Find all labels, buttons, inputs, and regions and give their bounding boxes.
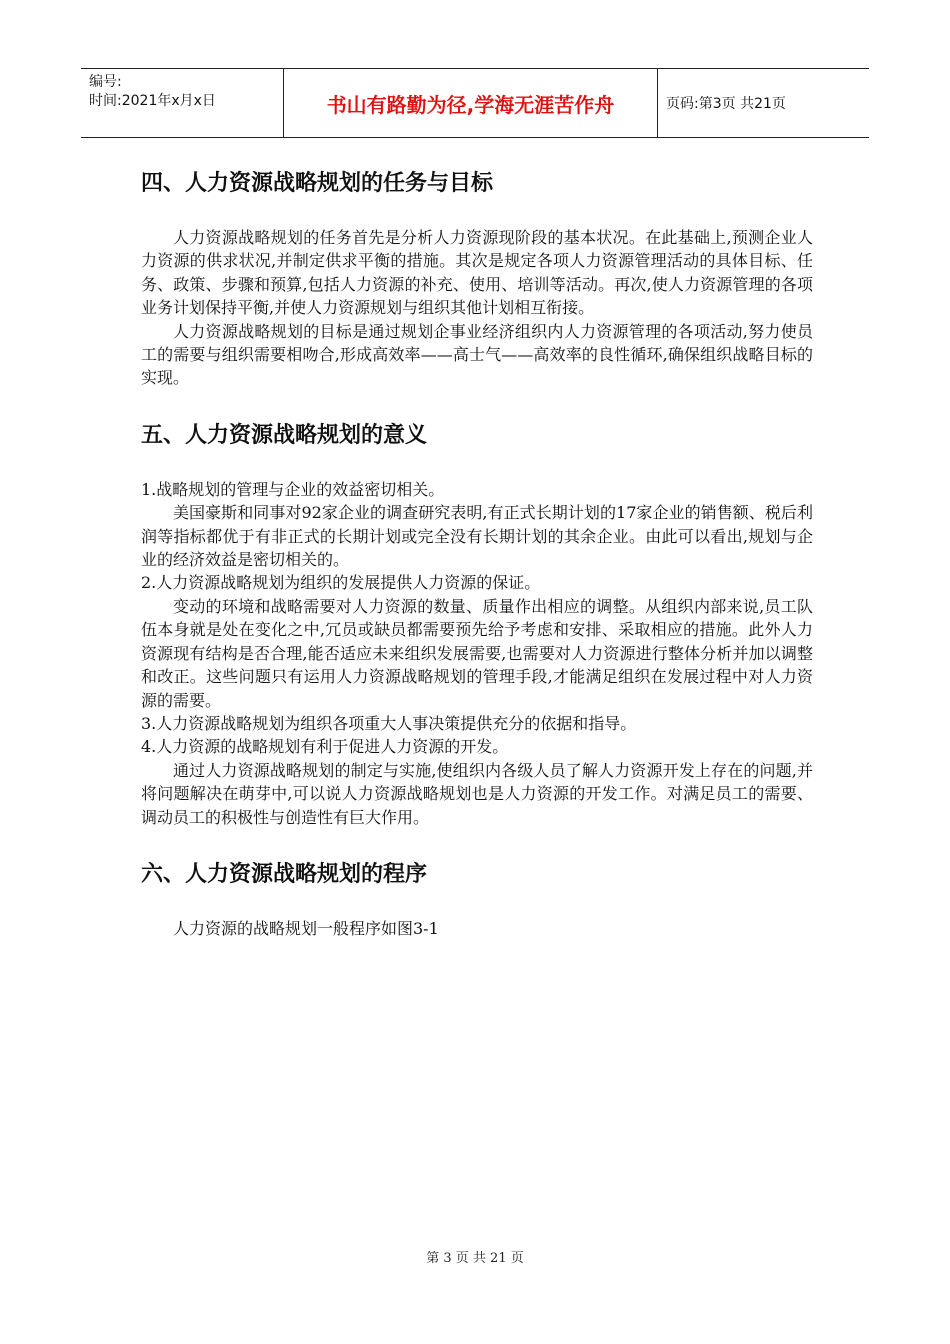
header-left-cell bbox=[81, 69, 284, 137]
paragraph: 人力资源的战略规划一般程序如图3-1 bbox=[173, 918, 439, 938]
section-title-6: 六、人力资源战略规划的程序 bbox=[141, 861, 428, 887]
list-item-heading: 1.战略规划的管理与企业的效益密切相关。 bbox=[141, 479, 445, 499]
paragraph: 人力资源战略规划的目标是通过规划企事业经济组织内人力资源管理的各项活动,努力使员工的需要与组织需要相吻合,形成高效率——高士气——高效率的良性循环,确保组织战略目标的实现。 bbox=[141, 321, 813, 388]
header-table bbox=[81, 68, 869, 138]
section-title-5: 五、人力资源战略规划的意义 bbox=[141, 422, 428, 448]
paragraph: 美国豪斯和同事对92家企业的调查研究表明,有正式长期计划的17家企业的销售额、税后利润等指标都优于有非正式的长期计划或完全没有长期计划的其余企业。由此可以看出,规划与企业的经济效益是密切相关的。 bbox=[141, 503, 813, 570]
list-item-heading: 3.人力资源战略规划为组织各项重大人事决策提供充分的依据和指导。 bbox=[141, 713, 637, 733]
list-item-heading: 4.人力资源的战略规划有利于促进人力资源的开发。 bbox=[141, 737, 509, 757]
section-title-4: 四、人力资源战略规划的任务与目标 bbox=[141, 171, 494, 196]
list-item-heading: 2.人力资源战略规划为组织的发展提供人力资源的保证。 bbox=[141, 573, 541, 593]
header-motto: 书山有路勤为径,学海无涯苦作舟 bbox=[284, 69, 658, 137]
paragraph: 变动的环境和战略需要对人力资源的数量、质量作出相应的调整。从组织内部来说,员工队伍本身就是处在变化之中,冗员或缺员都需要预先给予考虑和安排、采取相应的措施。此外人力资源现有结构是否合理,能否适应未来组织发展需要,也需要对人力资源进行整体分析并加以调整和改正。这些问题只有运用人力资源战略规划的管理手段,才能满足组织在发展过程中对人力资源的需要。 bbox=[141, 596, 813, 710]
paragraph: 通过人力资源战略规划的制定与实施,使组织内各级人员了解人力资源开发上存在的问题,并将问题解决在萌芽中,可以说人力资源战略规划也是人力资源的开发工作。对满足员工的需要、调动员工的积极性与创造性有巨大作用。 bbox=[141, 760, 813, 827]
document-number-label: 编号: bbox=[89, 74, 122, 90]
document-body bbox=[141, 168, 813, 940]
header-page-info: 页码:第3页 共21页 bbox=[666, 96, 786, 112]
document-date: 时间:2021年x月x日 bbox=[89, 93, 216, 109]
paragraph: 人力资源战略规划的任务首先是分析人力资源现阶段的基本状况。在此基础上,预测企业人力资源的供求状况,并制定供求平衡的措施。其次是规定各项人力资源管理活动的具体目标、任务、政策、步骤和预算,包括人力资源的补充、使用、培训等活动。再次,使人力资源管理的各项业务计划保持平衡,并使人力资源规划与组织其他计划相互衔接。 bbox=[141, 228, 813, 318]
page-footer: 第 3 页 共 21 页 bbox=[426, 1251, 524, 1266]
